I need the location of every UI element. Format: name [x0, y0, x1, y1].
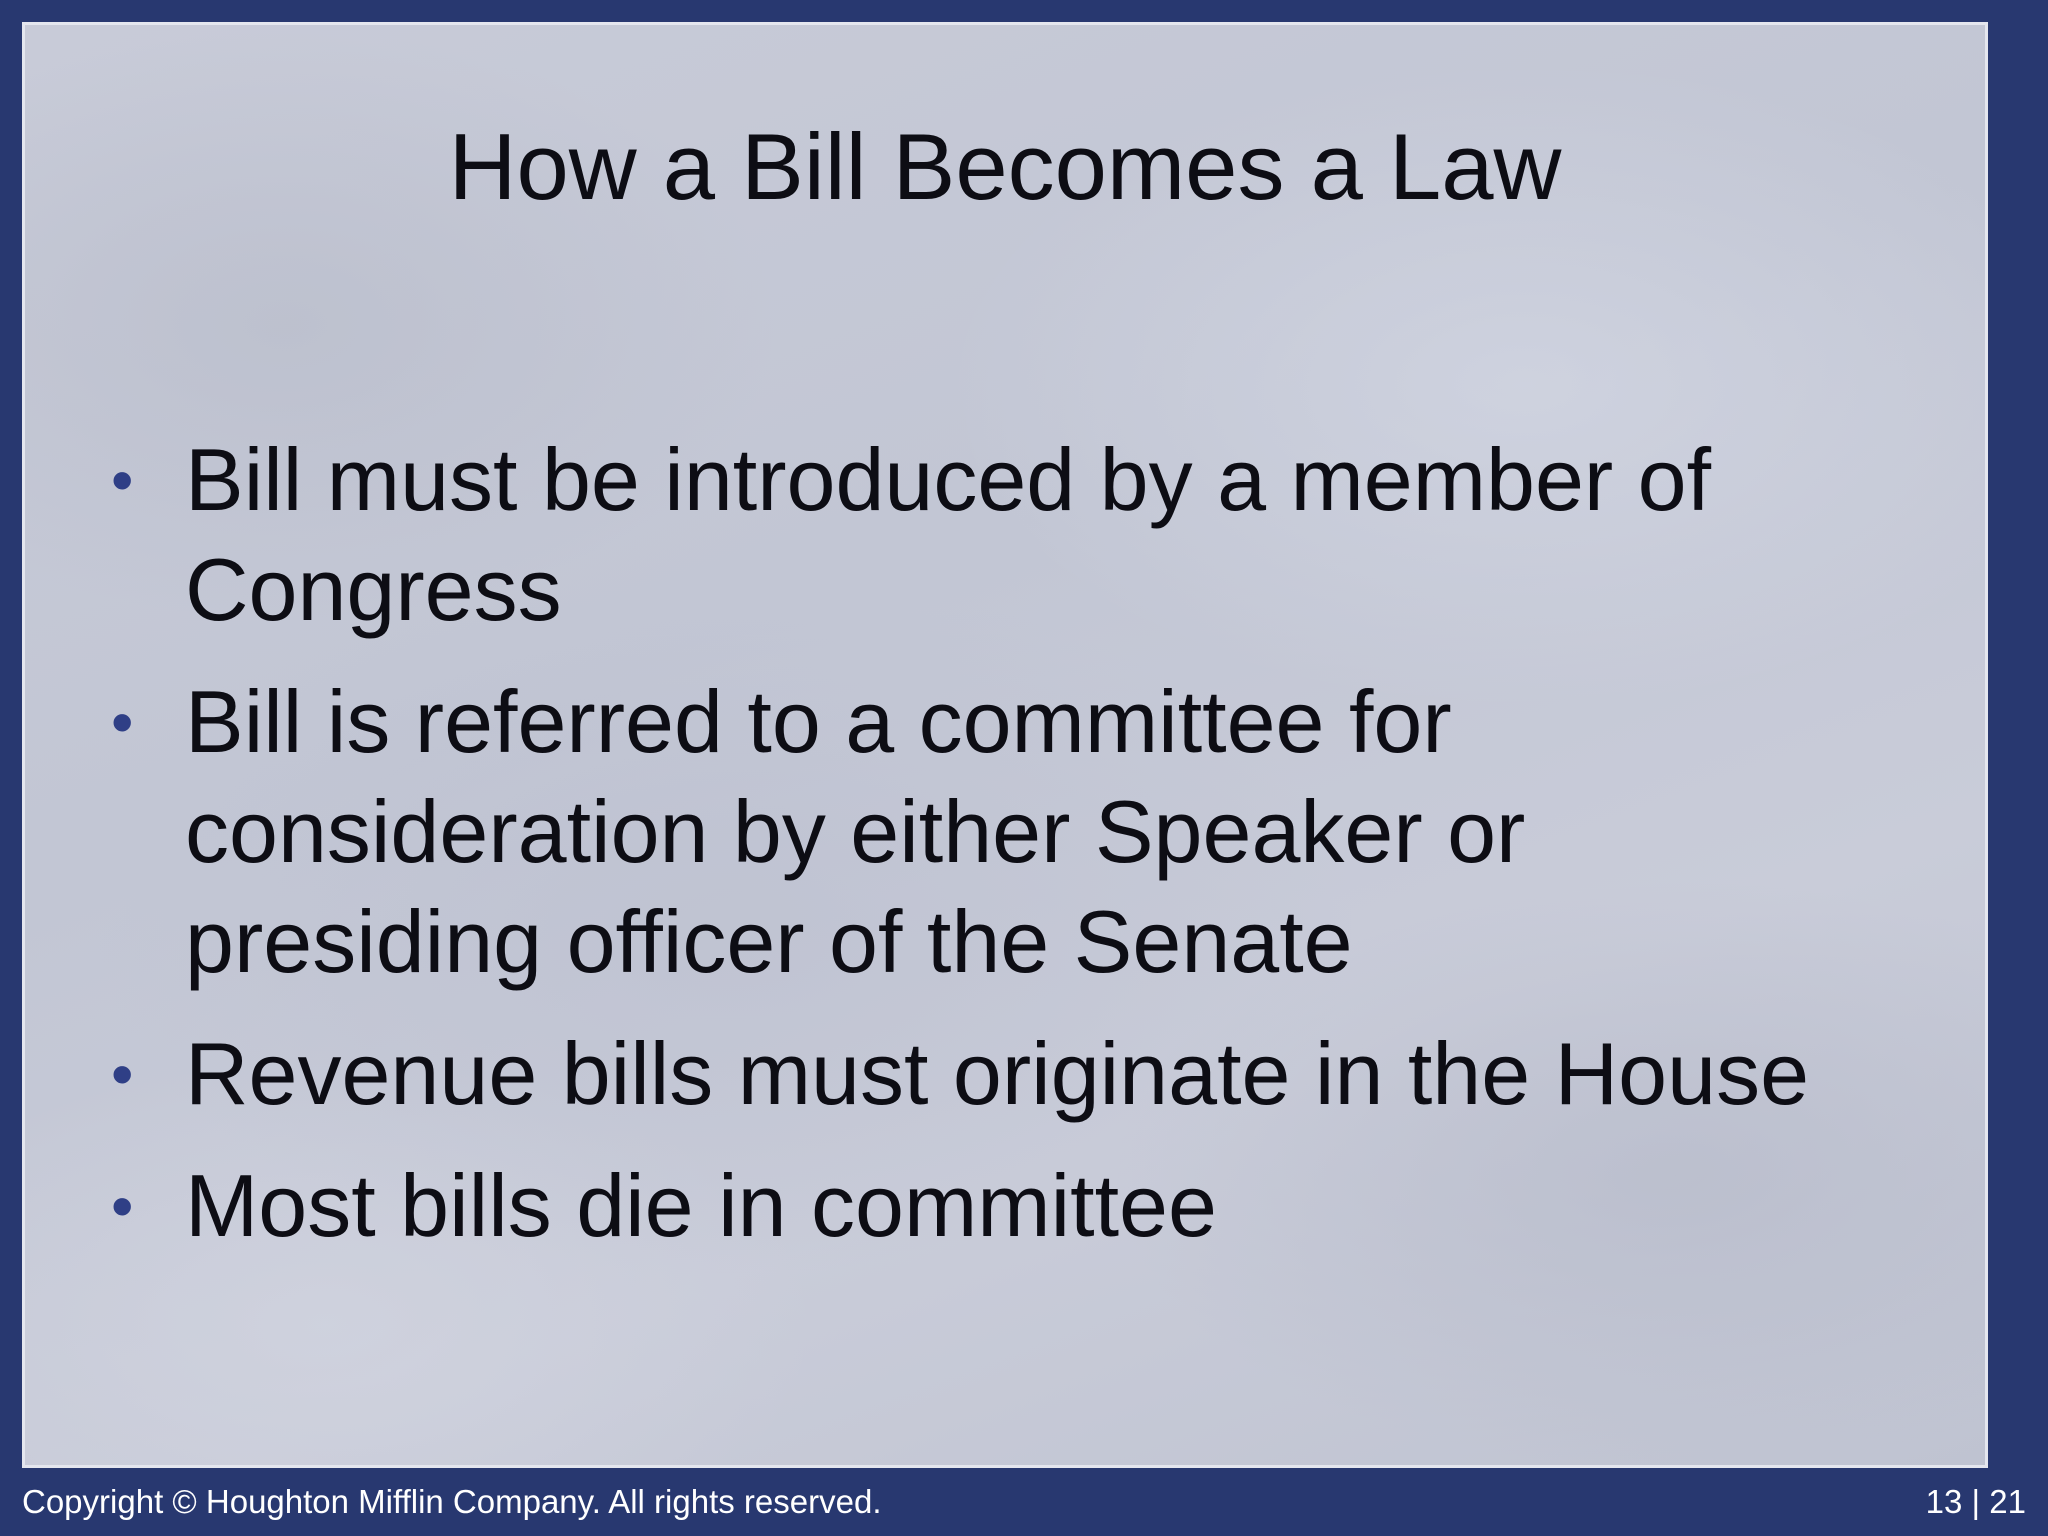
footer-bar	[0, 1471, 2048, 1536]
bullet-text: Most bills die in committee	[185, 1156, 1217, 1255]
bullet-text: Bill must be introduced by a member of Congress	[185, 430, 1712, 639]
bullet-text: Bill is referred to a committee for consideration by either Speaker or presiding officer of the Senate	[185, 672, 1526, 991]
bullet-text: Revenue bills must originate in the House	[185, 1024, 1810, 1123]
bullet-icon: •	[111, 444, 134, 516]
bullet-item	[25, 1151, 1991, 1261]
bullet-item	[25, 667, 1991, 997]
bullet-icon: •	[111, 686, 134, 758]
bullet-item	[25, 1019, 1991, 1129]
slide-page-number: 13 | 21	[1925, 1483, 2026, 1520]
bullet-list	[25, 425, 1991, 1283]
copyright-notice: Copyright © Houghton Mifflin Company. All rights reserved.	[22, 1483, 882, 1520]
slide-content-panel	[22, 22, 1988, 1468]
bullet-item	[25, 425, 1991, 645]
bullet-icon: •	[111, 1170, 134, 1242]
bullet-icon: •	[111, 1038, 134, 1110]
slide-title: How a Bill Becomes a Law	[448, 114, 1562, 219]
